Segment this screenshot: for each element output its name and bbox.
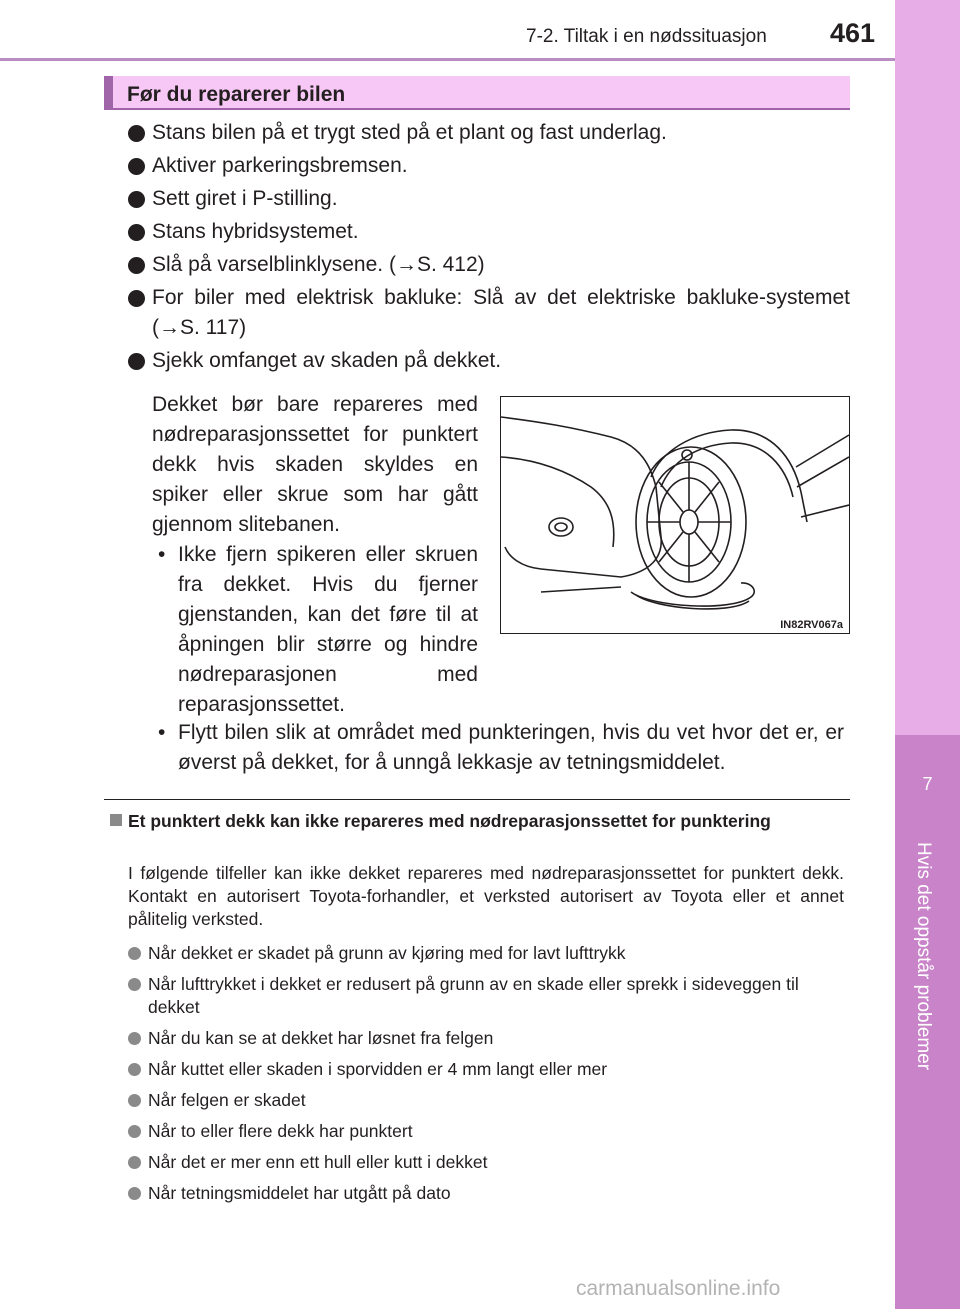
bullet-icon (128, 1187, 141, 1200)
bullet-icon (128, 1032, 141, 1045)
section-title: 7-2. Tiltak i en nødssituasjon (526, 26, 767, 47)
list-item: Når tetningsmiddelet har utgått på dato (128, 1182, 852, 1205)
list-item: Sett giret i P-stilling. (128, 184, 850, 214)
list-item: Aktiver parkeringsbremsen. (128, 151, 850, 181)
bullet-icon (128, 224, 145, 241)
bullet-icon (128, 257, 145, 274)
steps-list (128, 118, 850, 379)
list-item: Når dekket er skadet på grunn av kjøring med for lavt lufttrykk (128, 942, 852, 965)
bullet-icon (128, 125, 145, 142)
sub-item: • Ikke fjern spikeren eller skruen fra dekket. Hvis du fjerner gjenstanden, kan det føre til at åpningen blir større og hindre nødreparasjonen med reparasjonssettet. (152, 540, 478, 720)
list-item: Når felgen er skadet (128, 1089, 852, 1112)
chapter-title: Hvis det oppstår problemer (913, 842, 934, 1071)
list-item: Når to eller flere dekk har punktert (128, 1120, 852, 1143)
bullet-icon (128, 1156, 141, 1169)
tire-check-text (152, 390, 478, 720)
bullet-icon (128, 290, 145, 307)
list-item: Når kuttet eller skaden i sporvidden er 4 mm langt eller mer (128, 1058, 852, 1081)
bullet-icon (128, 947, 141, 960)
bullet-icon (128, 1063, 141, 1076)
tire-check-text-2 (152, 718, 844, 778)
section-heading: Før du reparerer bilen (127, 83, 346, 106)
list-item: Slå på varselblinklysene. (→S. 412) (128, 250, 850, 280)
list-item: Sjekk omfanget av skaden på dekket. (128, 346, 850, 376)
chapter-number: 7 (922, 774, 933, 794)
note-title: Et punktert dekk kan ikke repareres med nødreparasjonssettet for punktering (110, 810, 852, 833)
list-item: Når lufttrykket i dekket er redusert på grunn av en skade eller sprekk i sideveggen til dekket (128, 973, 852, 1019)
square-bullet-icon (110, 814, 122, 826)
bullet-icon (128, 1094, 141, 1107)
heading-accent (104, 76, 113, 110)
note-list (128, 942, 852, 1213)
figure-label: IN82RV067a (780, 619, 843, 631)
bullet-icon (128, 158, 145, 175)
tire-check-intro: Dekket bør bare repareres med nødreparasjonssettet for punktert dekk hvis skaden skyldes en spiker eller skrue som har gått gjennom slitebanen. (152, 393, 478, 536)
list-item: Stans bilen på et trygt sted på et plant og fast underlag. (128, 118, 850, 148)
list-item: Stans hybridsystemet. (128, 217, 850, 247)
bullet-icon (128, 1125, 141, 1138)
watermark: carmanualsonline.info (576, 1277, 781, 1300)
bullet-icon (128, 191, 145, 208)
section-divider (104, 799, 850, 800)
side-tab (895, 0, 960, 1309)
bullet-icon (128, 353, 145, 370)
page-number: 461 (830, 18, 876, 48)
sub-bullet-icon: • (158, 543, 166, 566)
header-rule (0, 58, 895, 61)
sub-item: • Flytt bilen slik at området med punkteringen, hvis du vet hvor det er, er øverst på dekket, for å unngå lekkasje av tetningsmiddelet. (152, 718, 844, 778)
sub-bullet-icon: • (158, 721, 166, 744)
list-item: For biler med elektrisk bakluke: Slå av det elektriske bakluke-systemet (→S. 117) (128, 283, 850, 343)
bullet-icon (128, 978, 141, 991)
car-wheel-icon (501, 397, 850, 634)
note-body: I følgende tilfeller kan ikke dekket repareres med nødreparasjonssettet for punktert dekk. Kontakt en autorisert Toyota-forhandler, et verksted autorisert av Toyota eller et annet pålitelig verksted. (128, 863, 844, 929)
list-item: Når du kan se at dekket har løsnet fra felgen (128, 1027, 852, 1050)
flat-tire-illustration (500, 396, 850, 634)
list-item: Når det er mer enn ett hull eller kutt i dekket (128, 1151, 852, 1174)
